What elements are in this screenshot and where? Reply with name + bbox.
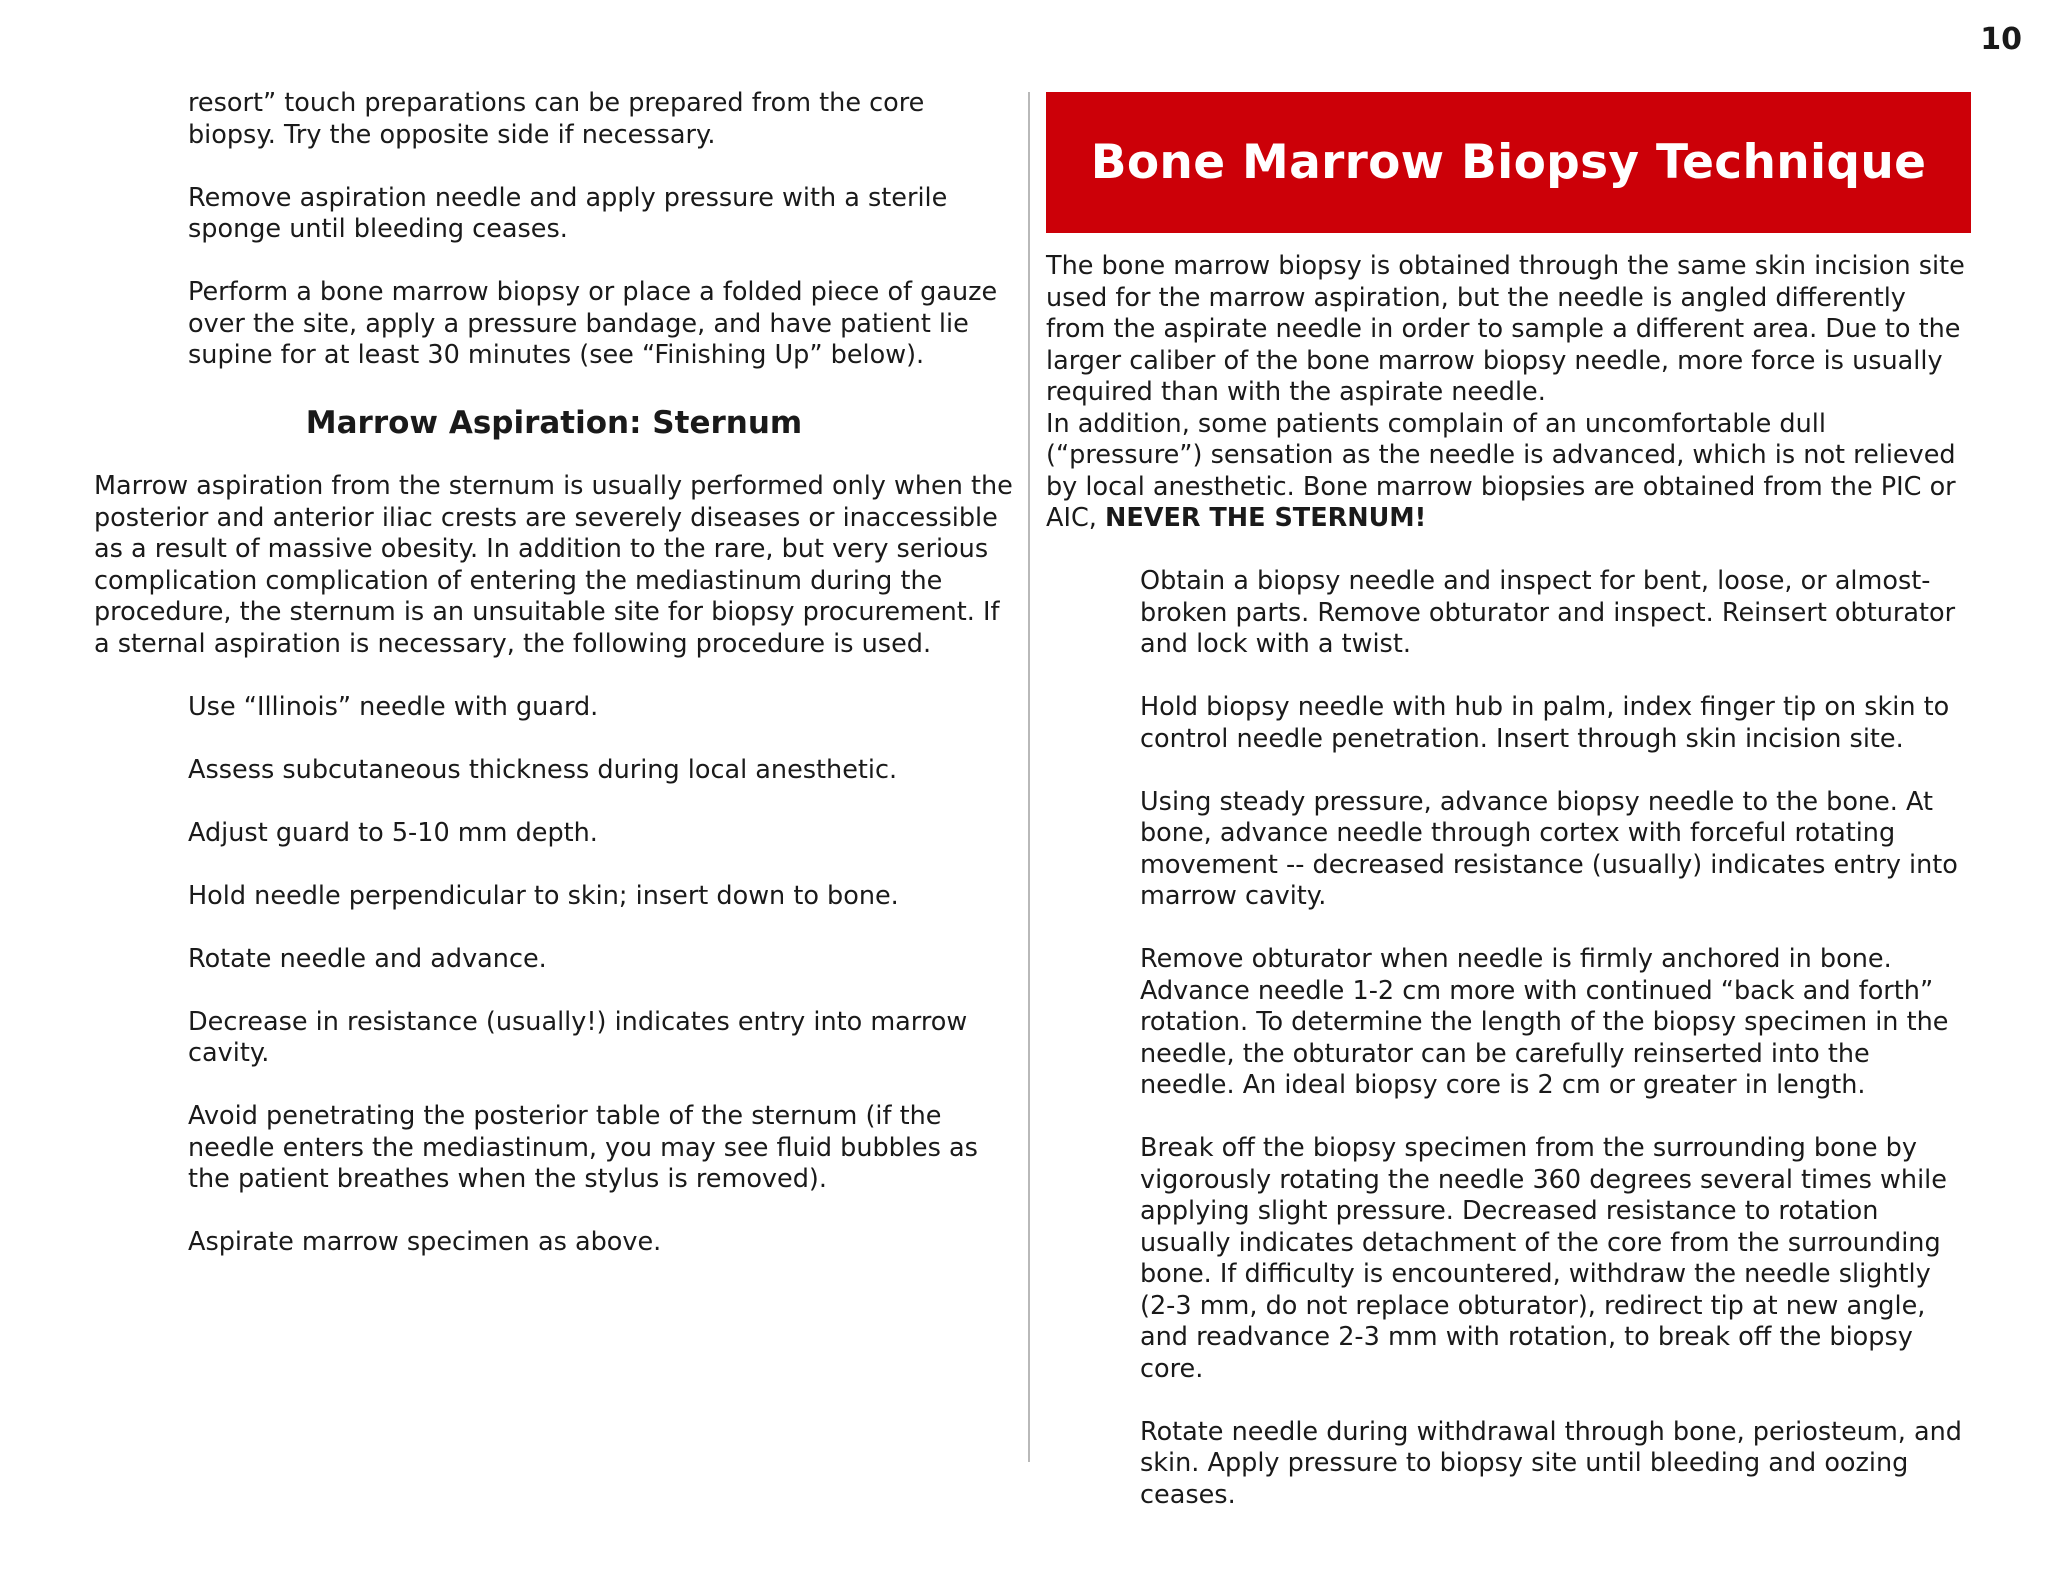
step-item: Assess subcutaneous thickness during local anesthetic. bbox=[188, 754, 898, 785]
step-item: Remove obturator when needle is firmly anchored in bone. Advance needle 1-2 cm more with continued “back and forth” rotation. To determine the length of the biopsy specimen in the needle, the obturator can be carefully reinserted into the needle. An ideal biopsy core is 2 cm or greater in length. bbox=[1140, 944, 1949, 1100]
intro-block bbox=[188, 88, 1014, 372]
biopsy-warning-emphasis: NEVER THE STERNUM! bbox=[1104, 503, 1427, 533]
step-item: Using steady pressure, advance biopsy needle to the bone. At bone, advance needle through cortex with forceful rotating movement -- decreased resistance (usually) indicates entry into marrow cavity. bbox=[1140, 786, 1958, 911]
section-banner bbox=[1046, 92, 1971, 233]
biopsy-intro-line2: In addition, some patients complain of an uncomfortable dull (“pressure”) sensation as the needle is advanced, which is not relieved by local anesthetic. Bone marrow biopsies are obtained from the PIC or AIC, bbox=[1046, 408, 1956, 533]
right-column bbox=[1046, 92, 1971, 1543]
step-item: Avoid penetrating the posterior table of the sternum (if the needle enters the mediastinum, you may see fluid bubbles as the patient breathes when the stylus is removed). bbox=[188, 1101, 978, 1194]
intro-paragraph: Perform a bone marrow biopsy or place a folded piece of gauze over the site, apply a pressure bandage, and have patient lie supine for at least 30 minutes (see “Finishing Up” below). bbox=[188, 277, 998, 370]
step-item: Adjust guard to 5-10 mm depth. bbox=[188, 817, 598, 848]
sternum-intro-paragraph: Marrow aspiration from the sternum is usually performed only when the posterior and anterior iliac crests are severely diseases or inaccessible as a result of massive obesity. In addition to the rare, but very serious complication complication of entering the mediastinum during the procedure, the sternum is an unsuitable site for biopsy procurement. If a sternal aspiration is necessary, the following procedure is used. bbox=[94, 471, 1013, 659]
step-item: Hold needle perpendicular to skin; insert down to bone. bbox=[188, 880, 899, 911]
intro-paragraph: Remove aspiration needle and apply pressure with a sterile sponge until bleeding ceases. bbox=[188, 182, 948, 244]
section-title-sternum: Marrow Aspiration: Sternum bbox=[305, 405, 803, 441]
step-item: Use “Illinois” needle with guard. bbox=[188, 691, 599, 722]
left-column bbox=[94, 88, 1014, 1290]
banner-title: Bone Marrow Biopsy Technique bbox=[1090, 134, 1927, 190]
biopsy-intro-paragraph bbox=[1046, 251, 1971, 535]
step-item: Hold biopsy needle with hub in palm, index finger tip on skin to control needle penetration. Insert through skin incision site. bbox=[1140, 692, 1950, 754]
intro-paragraph: resort” touch preparations can be prepared from the core biopsy. Try the opposite side if necessary. bbox=[188, 88, 925, 150]
sternum-steps bbox=[188, 692, 1014, 1259]
step-item: Obtain a biopsy needle and inspect for bent, loose, or almost-broken parts. Remove obturator and inspect. Reinsert obturator and lock with a twist. bbox=[1140, 566, 1956, 659]
step-item: Rotate needle and advance. bbox=[188, 943, 547, 974]
biopsy-steps bbox=[1140, 566, 1971, 1511]
step-item: Rotate needle during withdrawal through bone, periosteum, and skin. Apply pressure to biopsy site until bleeding and oozing ceases. bbox=[1140, 1416, 1962, 1510]
step-item: Decrease in resistance (usually!) indicates entry into marrow cavity. bbox=[188, 1006, 968, 1068]
column-divider bbox=[1028, 92, 1030, 1462]
step-item: Aspirate marrow specimen as above. bbox=[188, 1227, 662, 1257]
biopsy-intro-line1: The bone marrow biopsy is obtained through the same skin incision site used for the marrow aspiration, but the needle is angled differently from the aspirate needle in order to sample a different area. Due to the larger caliber of the bone marrow biopsy needle, more force is usually required than with the aspirate needle. bbox=[1046, 251, 1965, 407]
page-number: 10 bbox=[1980, 22, 2022, 57]
step-item: Break off the biopsy specimen from the surrounding bone by vigorously rotating the needle 360 degrees several times while applying slight pressure. Decreased resistance to rotation usually indicates detachment of the core from the surrounding bone. If difficulty is encountered, withdraw the needle slightly (2-3 mm, do not replace obturator), redirect tip at new angle, and readvance 2-3 mm with rotation, to break off the biopsy core. bbox=[1140, 1133, 1947, 1384]
